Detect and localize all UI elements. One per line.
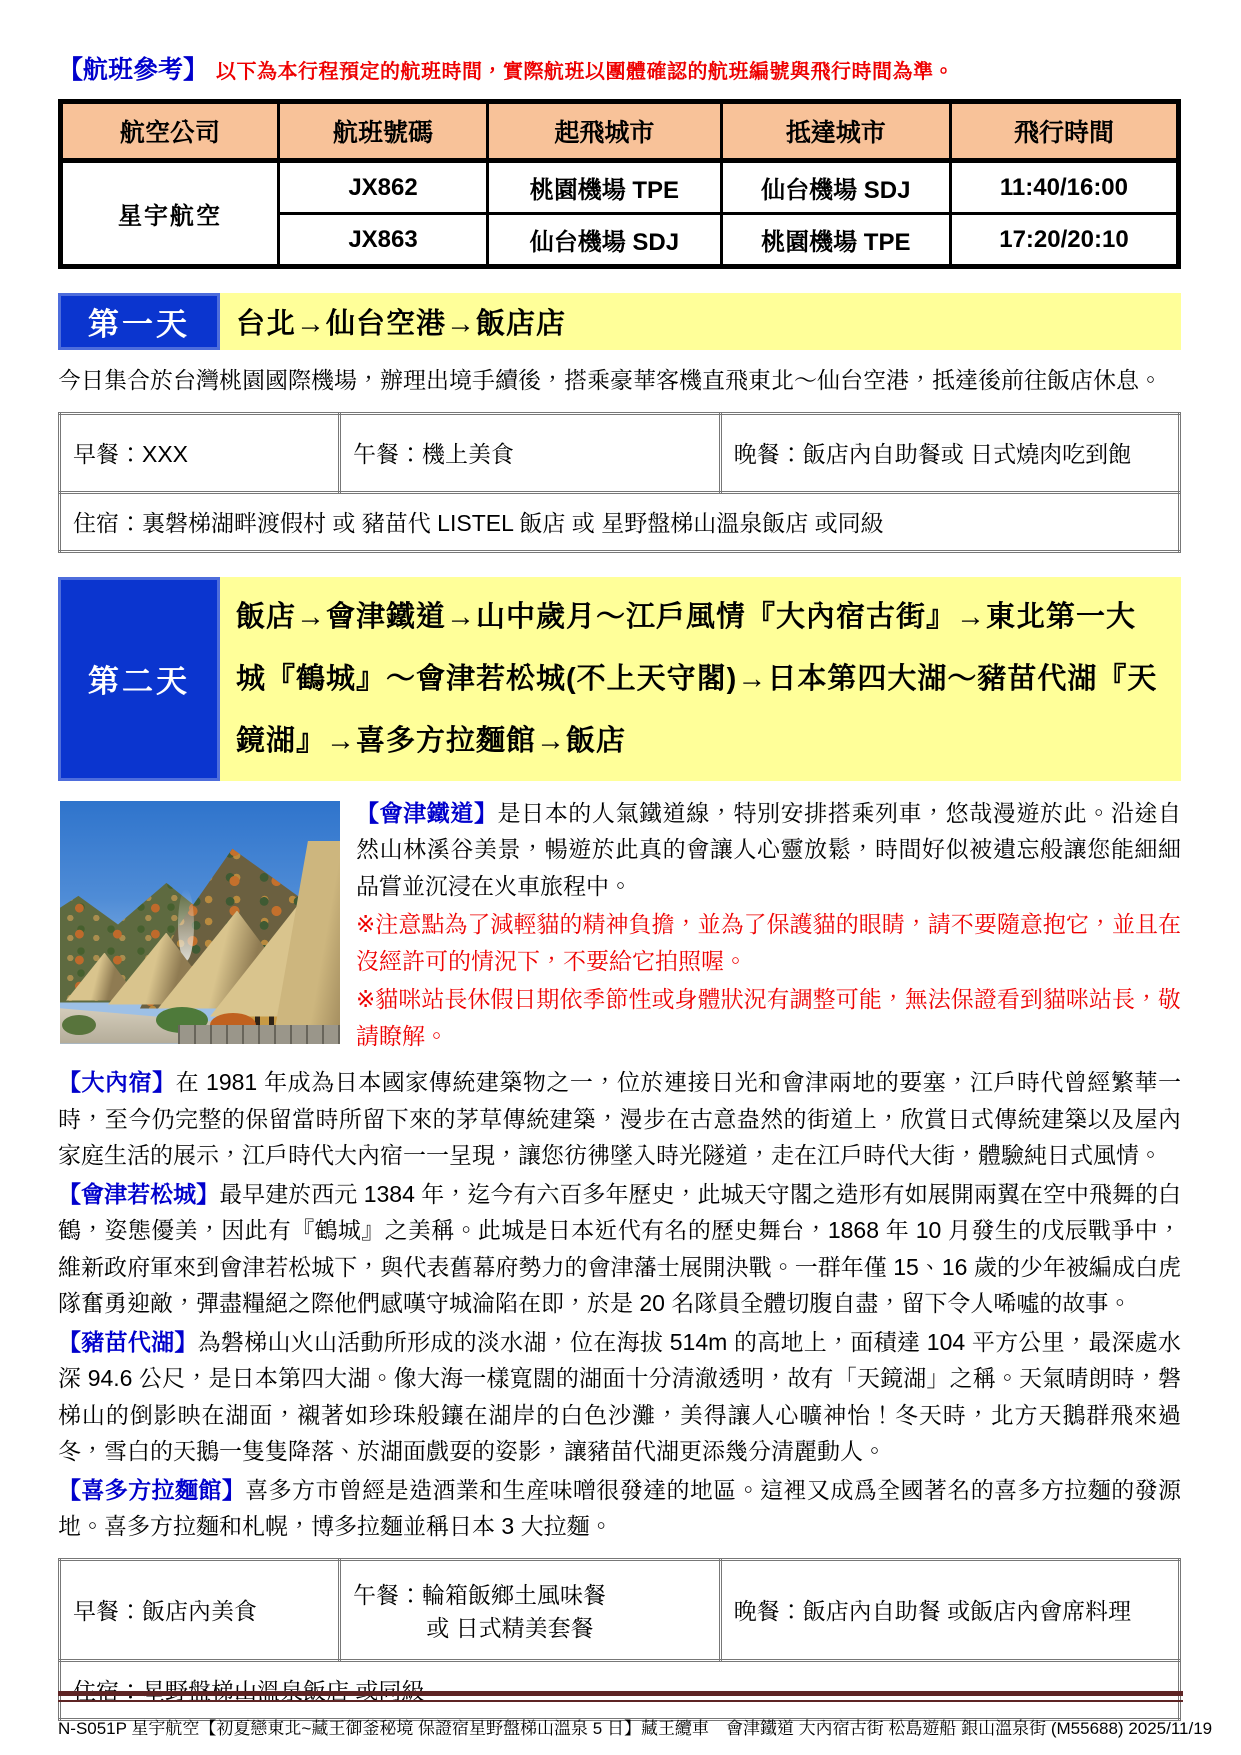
col-airline: 航空公司 (61, 102, 279, 161)
day2-breakfast: 早餐：飯店內美食 (60, 1559, 340, 1660)
tsuruga-castle-text: 最早建於西元 1384 年，迄今有六百多年歷史，此城天守閣之造形有如展開兩翼在空中飛舞的白鶴，姿態優美，因此有『鶴城』之美稱。此城是日本近代有名的歷史舞台，1868 年 10 月發生的戊辰戰爭中，維新政府軍來到會津若松城下，與代表舊幕府勢力的會津藩士展開決戰。一群年僅 15、16 歲的少年被編成白虎隊奮勇迎敵，彈盡糧絕之際他們感嘆守城淪陷在即，於是 20 名隊員全體切腹自盡，留下令人唏噓的故事。 (58, 1180, 1181, 1316)
photo-bush (62, 1015, 96, 1035)
day2-banner (58, 577, 1181, 781)
inawashiro-lake-paragraph (58, 1324, 1181, 1470)
aizu-railway-text: 是日本的人氣鐵道線，特別安排搭乘列車，悠哉漫遊於此。沿途自然山林溪谷美景，暢遊於此真的會讓人心靈放鬆，時間好似被遺忘般讓您能細細品嘗並沉浸在火車旅程中。 (356, 799, 1182, 899)
day1-description: 今日集合於台灣桃園國際機場，辦理出境手續後，搭乘豪華客機直飛東北～仙台空港，抵達後前往飯店休息。 (58, 367, 1162, 393)
ouchijuku-paragraph (58, 1056, 1181, 1174)
day1-meal-table (58, 412, 1181, 553)
departure-1: 桃園機場 TPE (488, 161, 722, 214)
footer-text: N-S051P 星宇航空【初夏戀東北~藏王御釜秘境 保證宿星野盤梯山溫泉 5 日】藏王纜車 會津鐵道 大內宿古街 松島遊船 銀山溫泉街 (M55688) 2025/11/19 (58, 1719, 1213, 1738)
inawashiro-lake-heading: 【豬苗代湖】 (58, 1328, 198, 1355)
day2-lunch-line2: 或 日式精美套餐 (426, 1614, 594, 1641)
day1-breakfast: 早餐：XXX (60, 413, 340, 492)
col-departure-city: 起飛城市 (488, 102, 722, 161)
col-arrival-city: 抵達城市 (721, 102, 950, 161)
photo-smoke (178, 889, 194, 961)
time-1: 11:40/16:00 (950, 161, 1178, 214)
flight-reference-note: 以下為本行程預定的航班時間，實際航班以團體確認的航班編號與飛行時間為準。 (216, 61, 955, 83)
page-footer (58, 1691, 1213, 1739)
day2-dinner: 晚餐：飯店內自助餐 或飯店內會席料理 (720, 1559, 1179, 1660)
ouchijuku-text: 在 1981 年成為日本國家傳統建築物之一，位於連接日光和會津兩地的要塞，江戶時代曾經繁華一時，至今仍完整的保留當時所留下來的茅草傳統建築，漫步在古意盎然的街道上，欣賞日式傳統建築以及屋內家庭生活的展示，江戶時代大內宿一一呈現，讓您彷彿墜入時光隧道，走在江戶時代大街，體驗純日式風情。 (58, 1069, 1182, 1168)
kitakata-ramen-text: 喜多方市曾經是造酒業和生産味噌很發達的地區。這裡又成爲全國著名的喜多方拉麵的發源地。喜多方拉麵和札幌，博多拉麵並稱日本 3 大拉麵。 (58, 1476, 1182, 1539)
flight-reference-title: 【航班參考】 (58, 56, 209, 84)
kitakata-ramen-heading: 【喜多方拉麵館】 (58, 1476, 246, 1503)
col-flight-no: 航班號碼 (279, 102, 488, 161)
inawashiro-lake-text: 為磐梯山火山活動所形成的淡水湖，位在海拔 514m 的高地上，面積達 104 平方公里，最深處水深 94.6 公尺，是日本第四大湖。像大海一樣寬闊的湖面十分清澈透明，故有「天鏡湖」之稱。天氣晴朗時，磐梯山的倒影映在湖面，襯著如珍珠般鑲在湖岸的白色沙灘，美得讓人心曠神怡！冬天時，北方天鵝群飛來過冬，雪白的天鵝一隻隻降落、於湖面戲耍的姿影，讓豬苗代湖更添幾分清麗動人。 (58, 1328, 1182, 1464)
footer-divider (58, 1691, 1183, 1702)
flight-reference-header (58, 50, 1181, 86)
day1-banner (58, 293, 1181, 350)
kitakata-ramen-paragraph (58, 1472, 1181, 1545)
day1-title: 台北→仙台空港→飯店店 (236, 308, 567, 340)
day1-hotel: 住宿：裏磐梯湖畔渡假村 或 豬苗代 LISTEL 飯店 或 星野盤梯山溫泉飯店 或同級 (60, 492, 1180, 551)
day2-photo-text-block (58, 795, 1181, 1055)
departure-2: 仙台機場 SDJ (488, 214, 722, 267)
airline-name: 星宇航空 (61, 161, 279, 267)
day1-hotel-row (60, 492, 1180, 551)
day1-dinner: 晚餐：飯店內自助餐或 日式燒肉吃到飽 (720, 413, 1179, 492)
flight-table (58, 99, 1181, 269)
tsuruga-castle-heading: 【會津若松城】 (58, 1180, 220, 1207)
time-2: 17:20/20:10 (950, 214, 1178, 267)
arrival-1: 仙台機場 SDJ (721, 161, 950, 214)
tsuruga-castle-paragraph (58, 1176, 1181, 1322)
day2-lunch (340, 1559, 721, 1660)
ouchijuku-heading: 【大內宿】 (58, 1069, 176, 1095)
day1-label: 第一天 (58, 293, 220, 350)
day2-lunch-line1: 午餐：輪箱飯鄉土風味餐 (353, 1581, 606, 1608)
cat-warning-note-2: ※貓咪站長休假日期依季節性或身體狀況有調整可能，無法保證看到貓咪站長，敬請瞭解。 (356, 986, 1181, 1049)
ouchijuku-photo (60, 801, 340, 1044)
photo-stone-wall (178, 1025, 340, 1044)
day2-title: 飯店→會津鐵道→山中歲月～江戶風情『大內宿古街』→東北第一大城『鶴城』～會津若松城(不上天守閣)→日本第四大湖～豬苗代湖『天鏡湖』→喜多方拉麵館→飯店 (236, 600, 1158, 757)
day1-lunch: 午餐：機上美食 (340, 413, 721, 492)
day2-hotel: 住宿：星野盤梯山溫泉飯店 或同級 (60, 1660, 1180, 1719)
arrival-2: 桃園機場 TPE (721, 214, 950, 267)
flight-row-1 (61, 161, 1179, 214)
day2-meals-row (60, 1559, 1180, 1660)
cat-warning-note-1: ※注意點為了減輕貓的精神負擔，並為了保護貓的眼睛，請不要隨意抱它，並且在沒經許可的情況下，不要給它拍照喔。 (356, 911, 1181, 974)
flight-no-2: JX863 (279, 214, 488, 267)
day1-meals-row (60, 413, 1180, 492)
col-flight-time: 飛行時間 (950, 102, 1178, 161)
flight-no-1: JX862 (279, 161, 488, 214)
aizu-railway-heading: 【會津鐵道】 (356, 799, 498, 826)
flight-table-header-row (61, 102, 1179, 161)
day2-label: 第二天 (58, 577, 220, 781)
